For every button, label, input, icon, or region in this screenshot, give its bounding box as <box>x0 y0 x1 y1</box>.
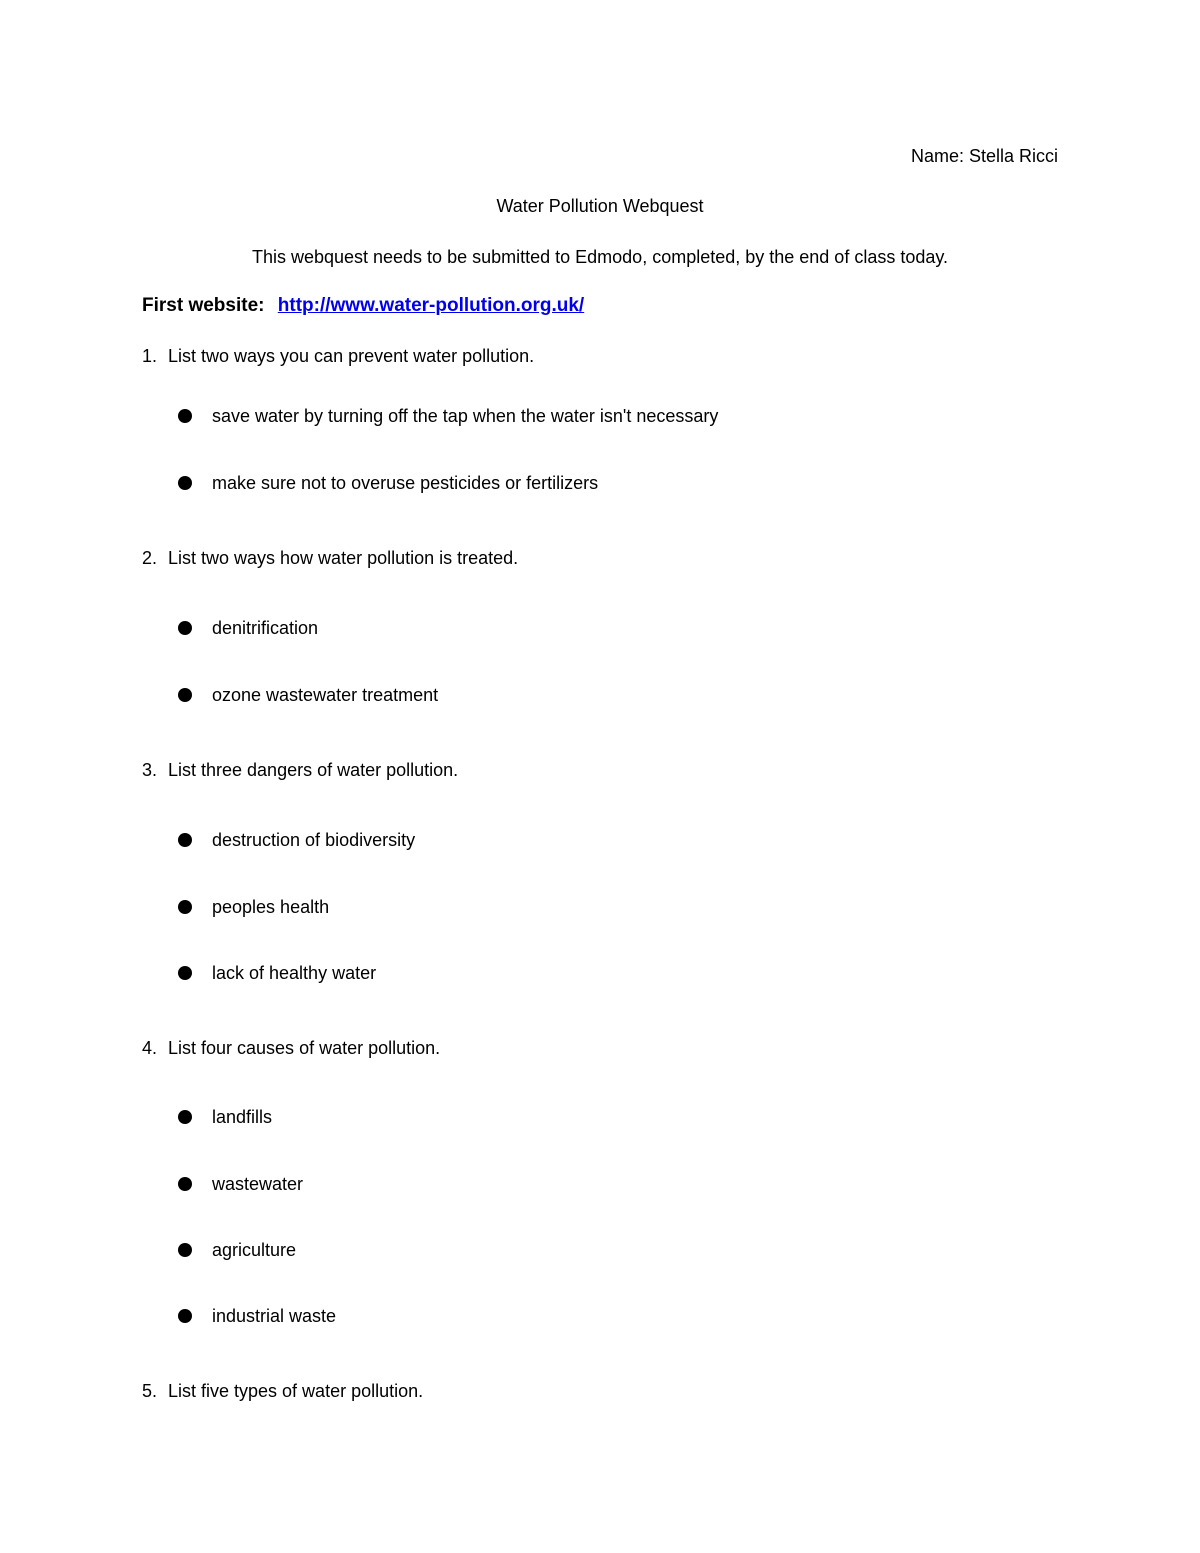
question-text: List two ways you can prevent water pollution. <box>168 346 535 366</box>
answer-text: lack of healthy water <box>212 963 377 983</box>
bullet-icon <box>178 476 192 490</box>
question-text: List three dangers of water pollution. <box>168 760 459 780</box>
list-item <box>178 1173 303 1195</box>
answer-text: ozone wastewater treatment <box>212 685 439 705</box>
answer-text: peoples health <box>212 897 330 917</box>
student-name: Name: Stella Ricci <box>910 146 1058 166</box>
answer-text: make sure not to overuse pesticides or fertilizers <box>212 473 599 493</box>
list-item <box>178 1305 336 1327</box>
bullet-icon <box>178 1309 192 1323</box>
question-number: 5. <box>142 1381 158 1401</box>
list-item <box>178 472 598 494</box>
website-link[interactable]: http://www.water-pollution.org.uk/ <box>277 295 585 316</box>
bullet-icon <box>178 1177 192 1191</box>
question-number: 4. <box>142 1038 158 1058</box>
list-item <box>178 1239 296 1261</box>
question-2 <box>142 547 518 569</box>
answer-text: landfills <box>212 1107 273 1127</box>
bullet-icon <box>178 833 192 847</box>
answer-text: destruction of biodiversity <box>212 830 416 850</box>
bullet-icon <box>178 1110 192 1124</box>
list-item <box>178 1106 272 1128</box>
question-text: List five types of water pollution. <box>168 1381 424 1401</box>
website-line <box>142 295 584 317</box>
question-number: 3. <box>142 760 158 780</box>
question-text: List two ways how water pollution is treated. <box>168 548 519 568</box>
list-item <box>178 684 438 706</box>
list-item <box>178 829 415 851</box>
instructions-text: This webquest needs to be submitted to Edmodo, completed, by the end of class today. <box>251 247 949 267</box>
question-5 <box>142 1380 423 1402</box>
bullet-icon <box>178 966 192 980</box>
answer-text: denitrification <box>212 618 319 638</box>
answer-text: wastewater <box>212 1174 304 1194</box>
answer-text: industrial waste <box>212 1306 337 1326</box>
question-text: List four causes of water pollution. <box>168 1038 441 1058</box>
answer-text: save water by turning off the tap when the water isn't necessary <box>212 406 719 426</box>
bullet-icon <box>178 409 192 423</box>
list-item <box>178 896 329 918</box>
bullet-icon <box>178 621 192 635</box>
bullet-icon <box>178 1243 192 1257</box>
list-item <box>178 962 376 984</box>
question-3 <box>142 759 458 781</box>
question-number: 2. <box>142 548 158 568</box>
question-4 <box>142 1037 440 1059</box>
page-title: Water Pollution Webquest <box>496 196 704 216</box>
question-1 <box>142 345 534 367</box>
bullet-icon <box>178 900 192 914</box>
list-item <box>178 617 318 639</box>
answer-text: agriculture <box>212 1240 297 1260</box>
list-item <box>178 405 718 427</box>
bullet-icon <box>178 688 192 702</box>
question-number: 1. <box>142 346 158 366</box>
website-label: First website: <box>142 295 265 316</box>
